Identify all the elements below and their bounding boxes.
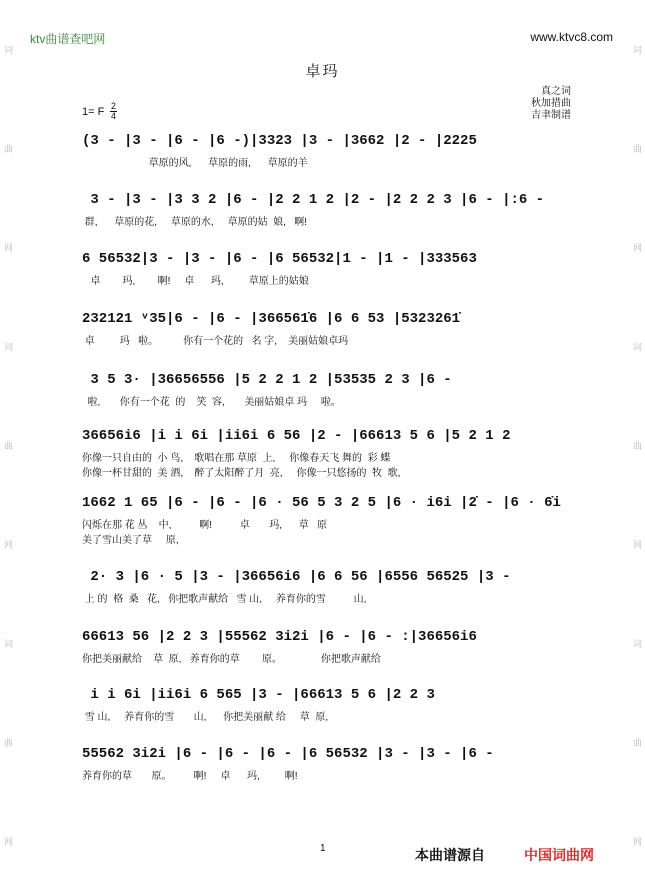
lyricist-credit: 真之词 xyxy=(541,86,571,97)
lyric-line: 雪 山, 养育你的雪 山, 你把美丽献 给 草 原, xyxy=(82,712,329,723)
watermark-char: 网 xyxy=(3,242,13,253)
watermark-char: 曲 xyxy=(3,440,13,451)
left-watermark-strip xyxy=(2,0,14,891)
lyric-line: 啦, 你有一个花 的 笑 容, 美丽姑娘卓 玛 啦。 xyxy=(82,397,341,408)
score-system xyxy=(82,251,568,288)
watermark-char: 词 xyxy=(632,44,642,55)
page-number: 1 xyxy=(320,843,326,854)
song-title: 卓玛 xyxy=(305,63,340,80)
site-url-link[interactable]: www.ktvc8.com xyxy=(530,30,613,44)
score-system xyxy=(82,629,568,666)
watermark-char: 词 xyxy=(3,341,13,352)
watermark-char: 网 xyxy=(632,539,642,550)
notation-line: 232121 ᵛ35|6 - |6 - |366561̇6 |6 6 53 |5323261̇ xyxy=(82,311,461,327)
score-system xyxy=(82,372,568,409)
watermark-char: 曲 xyxy=(3,737,13,748)
lyric-line: 草原的风, 草原的雨, 草原的羊 xyxy=(82,158,308,169)
notation-line: 36656i6 |i i 6i |ii6i 6 56 |2 - |66613 5 6 |5 2 1 2 xyxy=(82,428,511,444)
time-signature xyxy=(110,102,117,121)
watermark-char: 曲 xyxy=(632,143,642,154)
watermark-char: 曲 xyxy=(632,440,642,451)
watermark-char: 词 xyxy=(3,44,13,55)
score-system xyxy=(82,192,568,229)
watermark-char: 网 xyxy=(632,242,642,253)
score-system xyxy=(82,687,568,724)
score-system xyxy=(82,133,568,170)
score-system xyxy=(82,495,568,547)
notation-line: (3 - |3 - |6 - |6 -)|3323 |3 - |3662 |2 - |2225 xyxy=(82,133,477,149)
right-watermark-strip xyxy=(631,0,643,891)
lyric-line: 闪烁在那 花 丛 中, 啊! 卓 玛, 草 原 xyxy=(82,520,328,531)
typesetter-credit: 吉聿制谱 xyxy=(531,110,571,121)
notation-line: 6 56532|3 - |3 - |6 - |6 56532|1 - |1 - |333563 xyxy=(82,251,477,267)
lyric-line: 上 的 格 桑 花, 你把歌声献给 雪 山, 养育你的雪 山, xyxy=(82,594,367,605)
notation-line: 2· 3 |6 · 5 |3 - |36656i6 |6 6 56 |6556 56525 |3 - xyxy=(82,569,511,585)
watermark-char: 网 xyxy=(3,836,13,847)
score-system xyxy=(82,311,568,348)
time-denominator: 4 xyxy=(110,111,116,121)
key-signature: 1= F xyxy=(82,106,105,118)
lyric-line: 卓 玛 啦。 你有一个花的 名 字, 美丽姑娘卓玛 xyxy=(82,336,349,347)
time-numerator: 2 xyxy=(110,101,116,111)
lyric-line: 你把美丽献给 草 原, 养育你的草 原。 你把歌声献给 xyxy=(82,654,381,665)
lyric-line: 美了雪山美了草 原, xyxy=(82,535,179,546)
watermark-char: 曲 xyxy=(632,737,642,748)
watermark-char: 网 xyxy=(3,539,13,550)
lyric-line: 群, 草原的花, 草原的水, 草原的姑 娘, 啊! xyxy=(82,217,308,228)
lyric-line: 你像一杯甘甜的 美 酒, 醉了太阳醉了月 亮, 你像一只悠扬的 牧 歌, xyxy=(82,468,401,479)
watermark-char: 词 xyxy=(3,638,13,649)
score-system xyxy=(82,569,568,606)
source-label: 本曲谱源自 xyxy=(415,847,485,863)
notation-line: 66613 56 |2 2 3 |55562 3i2i |6 - |6 - :|36656i6 xyxy=(82,629,477,645)
lyric-line: 卓 玛, 啊! 卓 玛, 草原上的姑娘 xyxy=(82,276,309,287)
score-system xyxy=(82,428,568,480)
watermark-char: 曲 xyxy=(3,143,13,154)
notation-line: 3 5 3· |36656556 |5 2 2 1 2 |53535 2 3 |6 - xyxy=(82,372,452,388)
notation-line: 55562 3i2i |6 - |6 - |6 - |6 56532 |3 - |3 - |6 - xyxy=(82,746,494,762)
notation-line: 1662 1 65 |6 - |6 - |6 · 56 5 3 2 5 |6 · i6i |2̇ - |6 · 6̇i xyxy=(82,495,561,511)
site-name-link[interactable]: ktv曲谱查吧网 xyxy=(30,32,106,46)
composer-credit: 秋加措曲 xyxy=(531,98,571,109)
song-credits xyxy=(531,86,571,122)
watermark-char: 词 xyxy=(632,341,642,352)
notation-line: 3 - |3 - |3 3 2 |6 - |2 2 1 2 |2 - |2 2 2 3 |6 - |:6 - xyxy=(82,192,545,208)
score-system xyxy=(82,746,568,783)
lyric-line: 你像一只自由的 小 鸟, 歌唱在那 草原 上, 你像春天飞 舞的 彩 蝶 xyxy=(82,453,391,464)
source-brand-link[interactable]: 中国词曲网 xyxy=(524,847,594,863)
watermark-char: 网 xyxy=(632,836,642,847)
notation-line: i i 6i |ii6i 6 565 |3 - |66613 5 6 |2 2 3 xyxy=(82,687,435,703)
watermark-char: 词 xyxy=(632,638,642,649)
lyric-line: 养育你的草 原。 啊! 卓 玛, 啊! xyxy=(82,771,298,782)
